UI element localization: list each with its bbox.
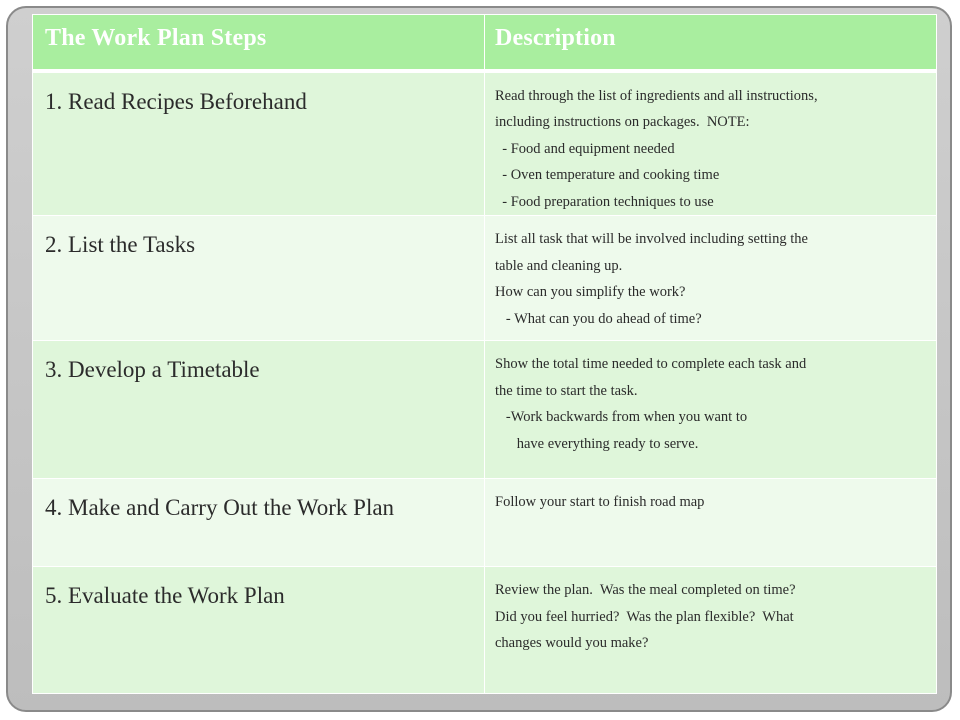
work-plan-table: [32, 14, 937, 694]
table-row: [33, 567, 937, 694]
step-description: [485, 479, 937, 567]
description-line: - Oven temperature and cooking time: [495, 167, 720, 183]
header-steps: The Work Plan Steps: [33, 15, 485, 71]
description-line: the time to start the task.: [495, 382, 638, 399]
description-line: Follow your start to finish road map: [495, 494, 705, 510]
table-row: [33, 216, 937, 341]
description-line: How can you simplify the work?: [495, 284, 686, 300]
table-row: [33, 71, 937, 216]
step-name: 3. Develop a Timetable: [33, 341, 485, 479]
description-line: table and cleaning up.: [495, 257, 623, 274]
table-row: [33, 479, 937, 567]
step-name: 1. Read Recipes Beforehand: [33, 71, 485, 216]
description-line: changes would you make?: [495, 635, 649, 651]
step-name: 5. Evaluate the Work Plan: [33, 567, 485, 694]
description-line: including instructions on packages. NOTE:: [495, 114, 750, 130]
description-line: Did you feel hurried? Was the plan flexible? What: [495, 608, 794, 625]
description-line: Show the total time needed to complete each task and: [495, 356, 807, 372]
table-header-row: [33, 15, 937, 71]
description-line: - Food preparation techniques to use: [495, 193, 714, 210]
description-line: - Food and equipment needed: [495, 140, 675, 157]
description-line: Review the plan. Was the meal completed on time?: [495, 582, 796, 598]
step-description: [485, 71, 937, 216]
description-line: List all task that will be involved including setting the: [495, 231, 808, 247]
description-line: have everything ready to serve.: [495, 435, 699, 452]
table-row: [33, 341, 937, 479]
step-name: 4. Make and Carry Out the Work Plan: [33, 479, 485, 567]
step-description: [485, 216, 937, 341]
step-name: 2. List the Tasks: [33, 216, 485, 341]
description-line: -Work backwards from when you want to: [495, 409, 748, 425]
step-description: [485, 567, 937, 694]
description-line: - What can you do ahead of time?: [495, 310, 702, 327]
description-line: Read through the list of ingredients and all instructions,: [495, 87, 818, 104]
header-description: Description: [485, 15, 937, 71]
step-description: [485, 341, 937, 479]
